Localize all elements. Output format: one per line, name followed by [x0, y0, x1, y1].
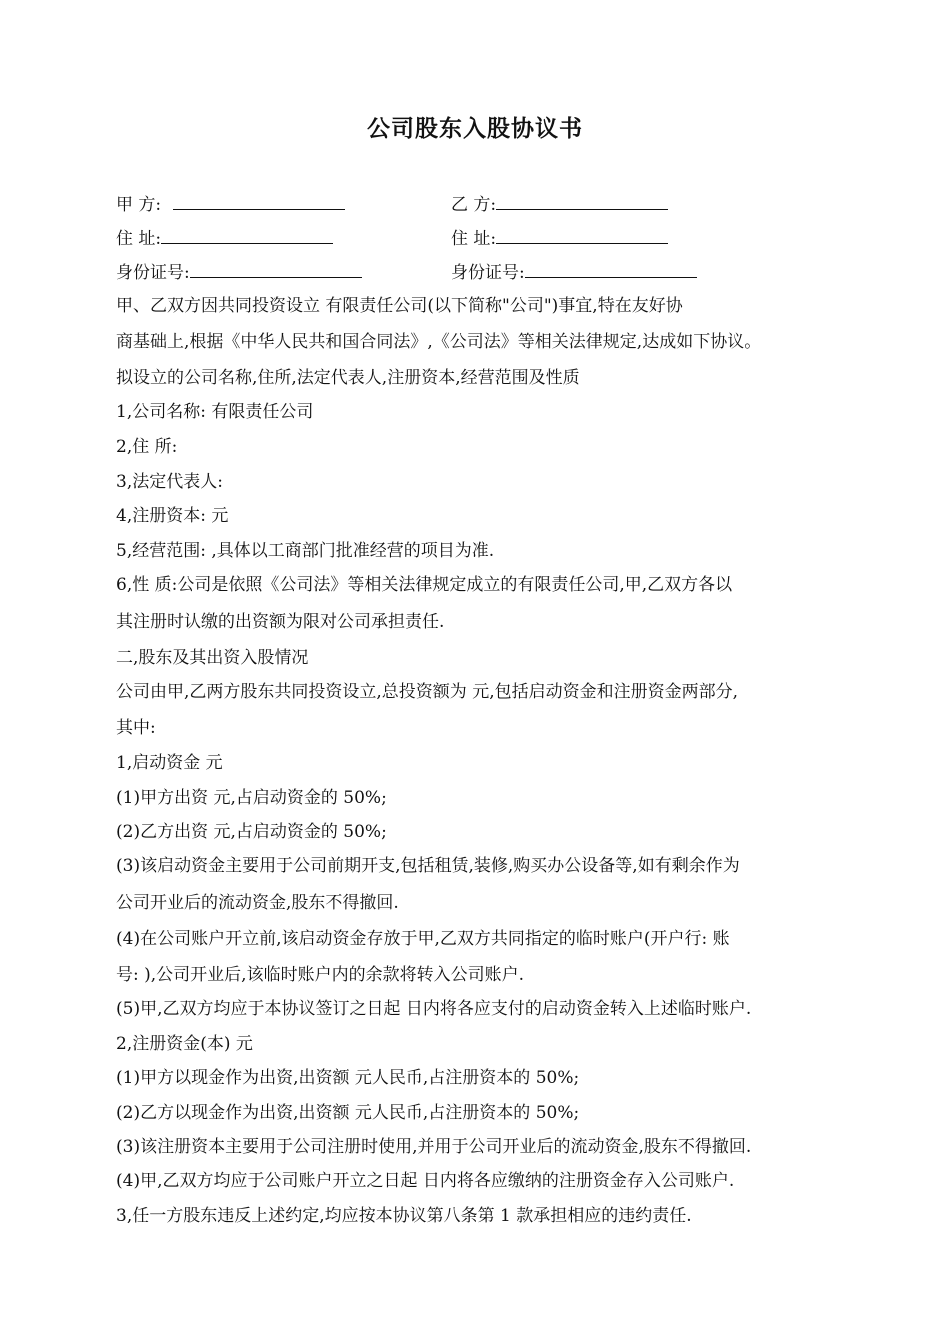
address-a-label: 住 址:: [116, 229, 162, 249]
body-line: 2,住 所:: [116, 437, 178, 457]
body-line: (3)该注册资本主要用于公司注册时使用,并用于公司开业后的流动资金,股东不得撤回.: [116, 1137, 752, 1157]
address-a-blank: [161, 227, 333, 244]
party-b-field: [451, 193, 668, 216]
body-line: 公司开业后的流动资金,股东不得撤回.: [116, 893, 399, 913]
party-a-label: 甲 方:: [116, 195, 167, 215]
body-line: 1,公司名称: 有限责任公司: [116, 402, 314, 422]
body-line: 6,性 质:公司是依照《公司法》等相关法律规定成立的有限责任公司,甲,乙双方各以: [116, 575, 733, 595]
party-b-label: 乙 方:: [451, 195, 497, 215]
body-line: 3,法定代表人:: [116, 472, 223, 492]
body-line: 甲、乙双方因共同投资设立 有限责任公司(以下简称"公司")事宜,特在友好协: [116, 296, 683, 316]
body-line: (4)在公司账户开立前,该启动资金存放于甲,乙双方共同指定的临时账户(开户行: 账: [116, 929, 730, 949]
body-line: (3)该启动资金主要用于公司前期开支,包括租赁,装修,购买办公设备等,如有剩余作为: [116, 856, 740, 876]
party-a-field: [116, 193, 345, 216]
body-line: (2)乙方出资 元,占启动资金的 50%;: [116, 822, 387, 842]
body-line: 1,启动资金 元: [116, 753, 223, 773]
body-line: 其中:: [116, 718, 156, 738]
body-line: 其注册时认缴的出资额为限对公司承担责任.: [116, 612, 445, 632]
body-line: (1)甲方出资 元,占启动资金的 50%;: [116, 788, 387, 808]
body-line: 号: ),公司开业后,该临时账户内的余款将转入公司账户.: [116, 965, 524, 985]
address-b-field: [451, 227, 668, 250]
id-a-field: [116, 261, 362, 284]
body-line: 5,经营范围: ,具体以工商部门批准经营的项目为准.: [116, 541, 495, 561]
party-a-blank: [173, 193, 345, 210]
id-a-blank: [190, 261, 362, 278]
body-line: (5)甲,乙双方均应于本协议签订之日起 日内将各应支付的启动资金转入上述临时账户.: [116, 999, 752, 1019]
page-title: 公司股东入股协议书: [367, 116, 583, 142]
section-heading: 二,股东及其出资入股情况: [116, 648, 309, 668]
body-line: (1)甲方以现金作为出资,出资额 元人民币,占注册资本的 50%;: [116, 1068, 580, 1088]
address-a-field: [116, 227, 333, 250]
body-line: (4)甲,乙双方均应于公司账户开立之日起 日内将各应缴纳的注册资金存入公司账户.: [116, 1171, 735, 1191]
body-line: 3,任一方股东违反上述约定,均应按本协议第八条第 1 款承担相应的违约责任.: [116, 1206, 692, 1226]
address-b-label: 住 址:: [451, 229, 497, 249]
id-b-blank: [525, 261, 697, 278]
body-line: 公司由甲,乙两方股东共同投资设立,总投资额为 元,包括启动资金和注册资金两部分,: [116, 682, 739, 702]
section-heading: 拟设立的公司名称,住所,法定代表人,注册资本,经营范围及性质: [116, 368, 580, 388]
id-a-label: 身份证号:: [116, 263, 190, 283]
id-b-label: 身份证号:: [451, 263, 525, 283]
body-line: 4,注册资本: 元: [116, 506, 229, 526]
address-b-blank: [496, 227, 668, 244]
party-b-blank: [496, 193, 668, 210]
id-b-field: [451, 261, 697, 284]
body-line: 商基础上,根据《中华人民共和国合同法》,《公司法》等相关法律规定,达成如下协议。: [116, 332, 762, 352]
body-line: 2,注册资金(本) 元: [116, 1034, 253, 1054]
body-line: (2)乙方以现金作为出资,出资额 元人民币,占注册资本的 50%;: [116, 1103, 580, 1123]
